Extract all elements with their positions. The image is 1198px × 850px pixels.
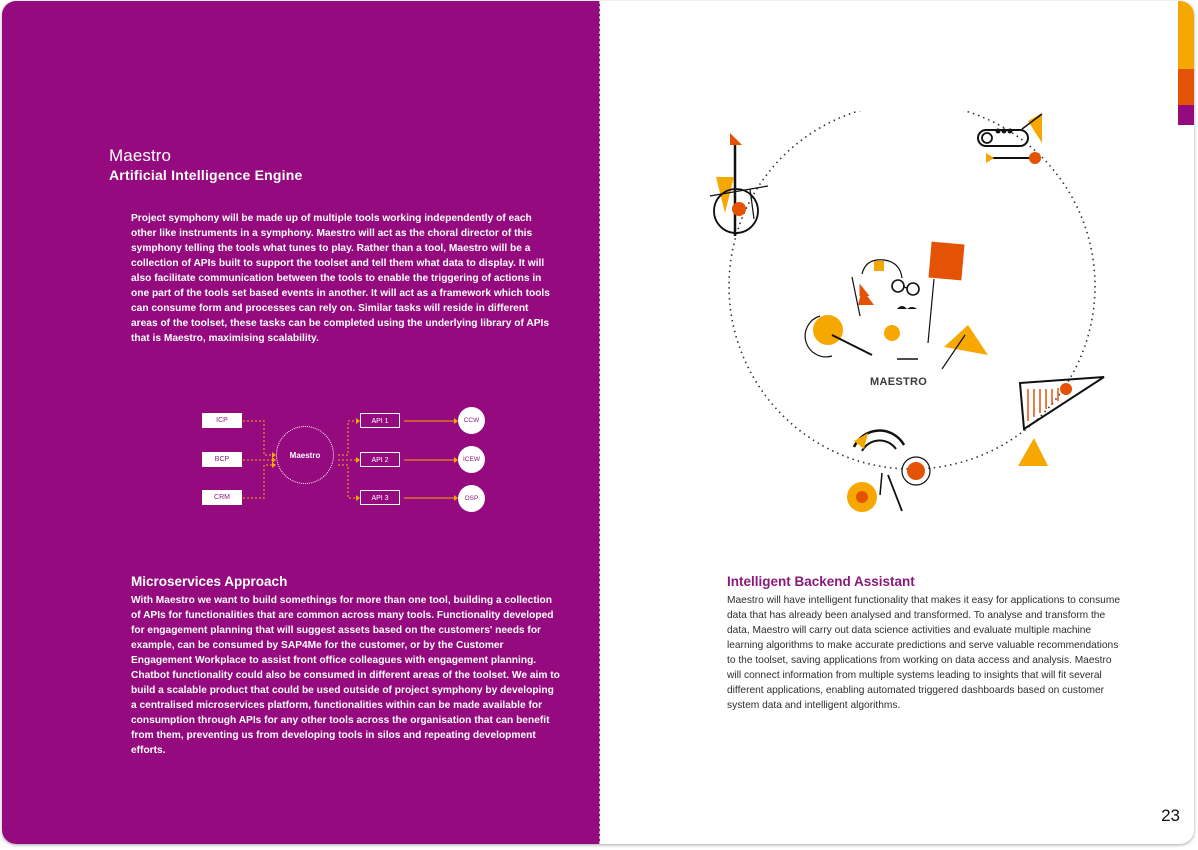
section-tab-purple[interactable] (1178, 105, 1194, 125)
page-fold-divider (599, 1, 600, 844)
instrument-top-left-icon (710, 133, 768, 236)
section-tab-orange[interactable] (1178, 1, 1194, 69)
input-box-bcp: BCP (202, 452, 242, 467)
input-box-icp: ICP (202, 413, 242, 428)
dotted-orbit-ring (729, 111, 1095, 469)
section-tab-dark-orange[interactable] (1178, 69, 1194, 105)
output-osp: OSP (458, 485, 485, 512)
assistant-paragraph: Maestro will have intelligent functionality that makes it easy for applications to consume data that has already been analysed and transformed. To analyse and transform the data, Maestro will carry out data science activities and evaluate multiple machine learning algorithms to make accurate predictions and serve valuable recommendations to the toolset, saving applications from working on data access and analysis. Maestro will connect information from multiple systems leading to insights that will fit several different applications, enabling automated triggered dashboards based on customer system data and intelligent algorithms. (727, 595, 1120, 711)
harp-icon (1018, 377, 1104, 466)
drum-instrument-icon (847, 431, 930, 512)
output-icew: ICEW (458, 446, 485, 473)
api-box-2: API 2 (360, 452, 400, 467)
right-page (602, 1, 1194, 844)
assistant-heading: Intelligent Backend Assistant (727, 574, 915, 589)
page-subtitle: Artificial Intelligence Engine (109, 167, 303, 183)
instrument-top-right-icon (978, 113, 1042, 164)
conductor-face-icon (805, 242, 988, 369)
illustration-caption: MAESTRO (870, 376, 928, 388)
page-title: Maestro (109, 146, 172, 165)
maestro-hub: Maestro (276, 426, 334, 484)
maestro-illustration (702, 111, 1122, 531)
architecture-diagram (202, 401, 502, 521)
microservices-heading: Microservices Approach (131, 574, 288, 589)
section-tabs (1178, 1, 1194, 125)
input-box-crm: CRM (202, 490, 242, 505)
diagram-connectors (202, 401, 502, 521)
output-ccw: CCW (458, 407, 485, 434)
microservices-paragraph: With Maestro we want to build somethings for more than one tool, building a collection of APIs for functionalities that are common across many tools. Functionality developed for engagement planning that will suggest assets based on the customers' needs for example, can be consumed by SAP4Me for the customer, or by the Customer Engagement Workplace to assist front office colleagues with engagement planning. Chatbot functionality could also be consumed in different areas of the toolset. We aim to build a scalable product that could be used outside of project symphony by developing a centralised microservices platform, functionalities within can be made available for consumption through APIs for any other tools across the organisation that can benefit from them, preventing us from developing tools in silos and repeating development efforts. (131, 595, 560, 756)
brochure-spread (2, 1, 1194, 844)
api-box-1: API 1 (360, 413, 400, 428)
intro-paragraph: Project symphony will be made up of multiple tools working independently of each other like instruments in a symphony. Maestro will act as the choral director of this symphony telling the tools what tunes to play. Rather than a tool, Maestro will be a collection of APIs built to support the toolset and tell them what data to display. It will also facilitate communication between the tools to enable the triggering of actions in one part of the tools set based events in another. It will act as a framework which tools can consume form and processes can rely on. Similar tasks will reside in different areas of the toolset, these tasks can be completed using the underlying library of APIs that is Maestro, maximising scalability. (131, 213, 550, 344)
left-page (2, 1, 600, 844)
api-box-3: API 3 (360, 490, 400, 505)
page-number: 23 (1161, 806, 1180, 825)
